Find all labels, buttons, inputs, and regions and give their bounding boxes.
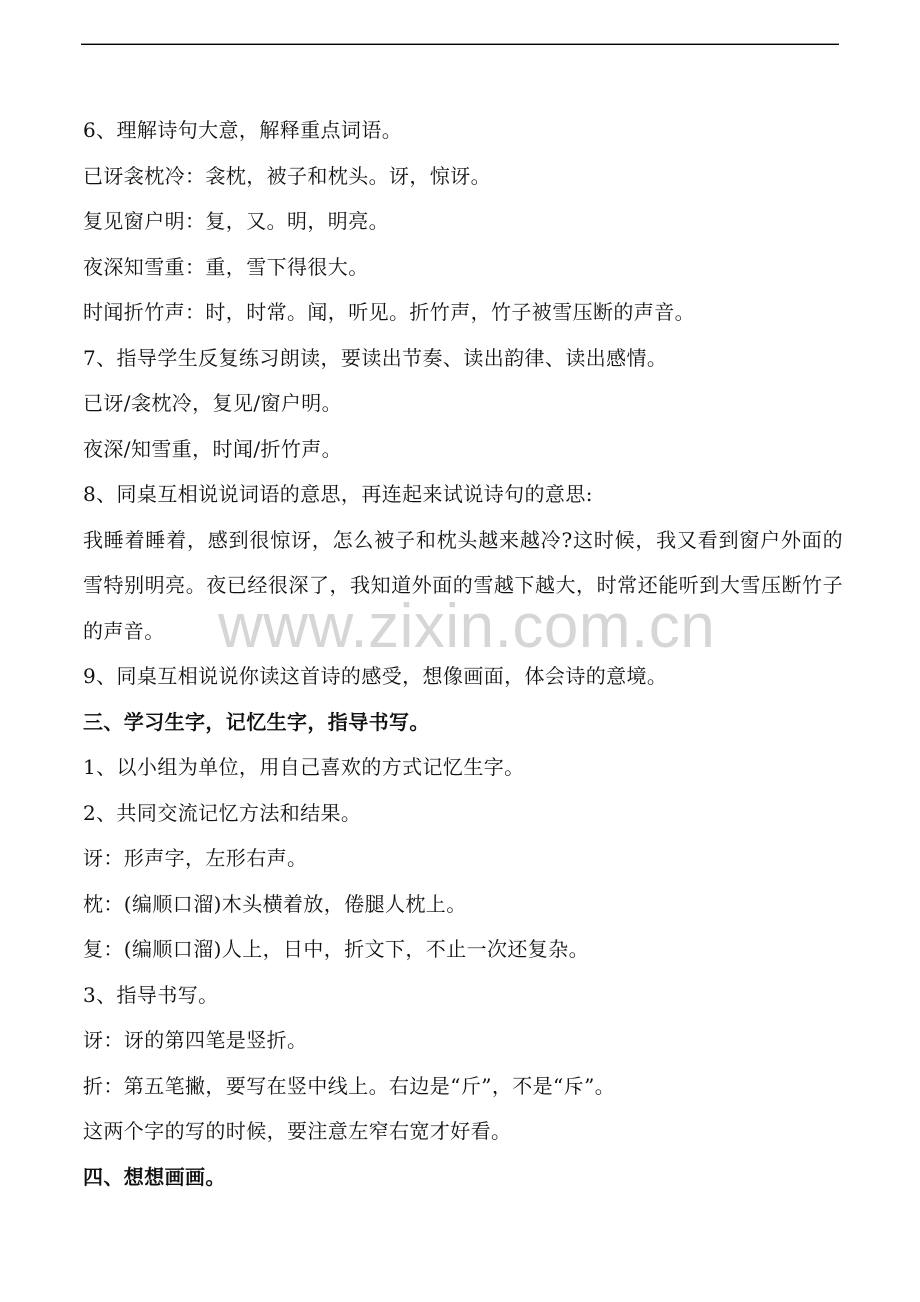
section-4-heading: 四、想想画画。 — [83, 1164, 226, 1189]
watermark: www.zixin.com.cn — [218, 592, 716, 661]
rhythm-line-1: 已讶/衾枕冷，复见/窗户明。 — [83, 391, 343, 415]
section-3-heading: 三、学习生字，记忆生字，指导书写。 — [83, 709, 430, 734]
explanation-line-1: 已讶衾枕冷：衾枕，被子和枕头。讶，惊讶。 — [83, 163, 491, 188]
rhythm-line-2: 夜深/知雪重，时闻/折竹声。 — [83, 436, 343, 461]
step-6-heading: 6、理解诗句大意，解释重点词语。 — [83, 118, 403, 142]
writing-note-general: 这两个字的写的时候，要注意左窄右宽才好看。 — [83, 1119, 512, 1143]
step-9-heading: 9、同桌互相说说你读这首诗的感受，想像画面，体会诗的意境。 — [83, 664, 668, 688]
char-note-zhen: 枕：(编顺口溜)木头横着放，倦腿人枕上。 — [83, 891, 467, 916]
header-rule — [81, 43, 839, 45]
char-note-fu: 复：(编顺口溜)人上，日中，折文下，不止一次还复杂。 — [83, 937, 590, 961]
explanation-line-3: 夜深知雪重：重，雪下得很大。 — [83, 254, 369, 279]
explanation-line-2: 复见窗户明：复，又。明，明亮。 — [83, 209, 389, 233]
poem-paraphrase-paragraph: 我睡着睡着，感到很惊讶，怎么被子和枕头越来越冷?这时候，我又看到窗户外面的雪特别明亮。夜已经很深了，我知道外面的雪越下越大，时常还能听到大雪压断竹子的声音。 — [83, 527, 843, 643]
document-body — [83, 108, 843, 1200]
step-8-heading: 8、同桌互相说说词语的意思，再连起来试说诗句的意思: — [83, 482, 593, 506]
explanation-line-4: 时闻折竹声：时，时常。闻，听见。折竹声，竹子被雪压断的声音。 — [83, 300, 695, 324]
section-3-step-3: 3、指导书写。 — [83, 982, 219, 1007]
section-3-step-1: 1、以小组为单位，用自己喜欢的方式记忆生字。 — [83, 755, 525, 779]
char-note-ya: 讶：形声字，左形右声。 — [83, 846, 308, 870]
section-3-step-2: 2、共同交流记忆方法和结果。 — [83, 800, 362, 825]
writing-note-zhe: 折：第五笔撇，要写在竖中线上。右边是“斤”，不是“斥”。 — [83, 1073, 616, 1098]
writing-note-ya: 讶：讶的第四笔是竖折。 — [83, 1028, 308, 1052]
step-7-heading: 7、指导学生反复练习朗读，要读出节奏、读出韵律、读出感情。 — [83, 345, 668, 370]
